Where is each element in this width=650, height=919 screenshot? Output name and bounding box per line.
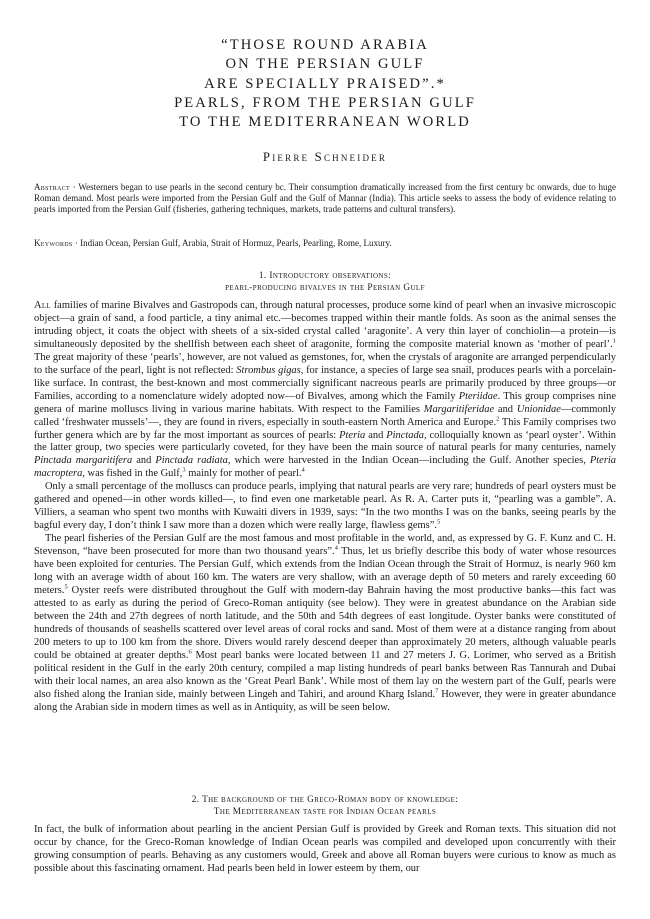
title-line-2: ON THE PERSIAN GULF xyxy=(225,56,425,73)
section-1-paragraph-1: All families of marine Bivalves and Gastropods can, through natural processes, produce some kind of pearl when an invasive microscopic object—a grain of sand, a food particle, a tiny animal etc.—becomes trapped within their mantle folds. As soon as the animal senses the intruding object, it coats the object with sheets of a six-sided crystal called ‘aragonite’. A very thin layer of conchiolin—a protein—is simultaneously deposited by the shellfish between each sheet of aragonite, forming the composite material known as ‘mother of pearl’.$^1$ The great majority of these ‘pearls’, however, are not valued as gemstones, for, when the crystals of aragonite are arranged perpendicularly to the surface of the pearl, light is not reflected: Strombus gigas, for instance, a species of large sea snail, produces pearls with a porcelain-like surface. In contrast, the best-known and most commercially significant nacreous pearls are primarily produced by three groups—or Families, according to a nomenclature widely adopted now—of Bivalves, among which the Family Pteriidae. This group comprises nine genera of marine molluscs living in various marine habitats. With respect to the Families Margaritiferidae and Unionidae—commonly called ‘freshwater mussels’—, they are found in rivers, especially in south-eastern North America and Europe.$^2$ This Family comprises two further genera which are by far the most important as sources of pearls: Pteria and Pinctada, colloquially known as ‘pearl oyster’. Within the latter group, two species were particularly coveted, for they have been the main source of natural pearls for many centuries, namely Pinctada margaritifera and Pinctada radiata, which were harvested in the Indian Ocean—including the Gulf. Another species, Pteria macroptera, was fished in the Gulf,$^3$ mainly for mother of pearl.$^4$ xyxy=(34,300,616,480)
footnote-ref: 6 xyxy=(188,648,192,656)
section-2-heading-line-1: 2. The background of the Greco-Roman body of knowledge: xyxy=(191,795,459,805)
footnote-ref: 1 xyxy=(612,337,616,345)
section-1-body xyxy=(34,300,616,715)
section-1-heading-line-1: 1. Introductory observations: xyxy=(258,271,392,281)
keywords xyxy=(34,238,616,249)
footnote-ref: 2 xyxy=(496,415,500,423)
section-1-paragraph-2: Only a small percentage of the molluscs can produce pearls, implying that natural pearls are very rare; hundreds of pearl oysters must be gathered and opened—in other words killed—, to find even one marketable pearl. As R. A. Carter puts it, “pearling was a gamble”. A. Villiers, a seaman who spent two months with Kuwaiti divers in 1939, says: “In the two months I was on the banks, seeing pearls by the bagful every day, I don’t think I saw more than a dozen which were really large, flawless gems”.$^5$ xyxy=(34,481,616,532)
title-line-1: “THOSE ROUND ARABIA xyxy=(221,37,429,53)
section-1-heading-line-2: pearl-producing bivalves in the Persian Gulf xyxy=(225,283,425,293)
abstract xyxy=(34,182,616,215)
footnote-ref: 7 xyxy=(435,687,439,695)
keywords-text: · Indian Ocean, Persian Gulf, Arabia, Strait of Hormuz, Pearls, Pearling, Rome, Luxury. xyxy=(72,238,392,248)
author-name: Pierre Schneider xyxy=(262,150,388,164)
footnote-ref: 5 xyxy=(64,583,68,591)
footnote-ref: 4 xyxy=(301,466,305,474)
title-line-4: PEARLS, FROM THE PERSIAN GULF xyxy=(174,94,476,111)
section-2-paragraph-1: In fact, the bulk of information about pearling in the ancient Persian Gulf is provided by Greek and Roman texts. This situation did not occur by chance, for the Greco-Roman knowledge of Indian Ocean pearls was compiled and developed upon concurrently with their growing consumption of pearls. Behaving as any customers would, Greek and above all Roman buyers were curious to know as much as possible about this fascinating ornament. Had pearls been held in lower esteem by them, our xyxy=(34,824,616,874)
footnote-ref: 3 xyxy=(182,466,186,474)
abstract-text: · Westerners began to use pearls in the second century bc. Their consumption dramatically increased from the first century bc onwards, due to huge Roman demand. Most pearls were imported from the Persian Gulf and the Gulf of Mannar (India). This article seeks to assess the body of evidence relating to pearls imported from the Persian Gulf (fisheries, gathering techniques, markets, trade patterns and cultural transfers). xyxy=(34,182,616,215)
footnote-ref: 4 xyxy=(334,544,338,552)
footnote-ref: 5 xyxy=(436,518,441,526)
section-1-heading xyxy=(0,270,650,294)
section-2-body xyxy=(34,824,616,876)
title-line-5: TO THE MEDITERRANEAN WORLD xyxy=(179,114,471,131)
section-1-paragraph-3: The pearl fisheries of the Persian Gulf are the most famous and most profitable in the world, and, as expressed by G. F. Kunz and C. H. Stevenson, “have been prosecuted for more than two thousand years”.$^4$ Thus, let us briefly describe this body of water whose resources have been exploited for centuries. The Persian Gulf, which extends from the Indian Ocean through the Strait of Hormuz, is nearly 960 km long with an average width of about 160 km. The waters are very shallow, with an average depth of 50 meters and rarely exceeding 60 meters.$^5$ Oyster reefs were distributed throughout the Gulf with modern-day Bahrain having the most productive banks—this fact was attested to as early as during the period of Greco-Roman antiquity (see below). They were in greatest abundance on the Arabian side between the 24th and 27th degrees of north latitude, and the 50th and 54th degrees of east longitude. Oyster banks were constituted of hundreds of thousands of seashells scattered over level areas of coral rocks and sand. Most of them were at a distance ranging from about 200 meters to up to 100 km from the shore. Divers would rarely descend deeper than approximately 20 meters, although valuable pearls could be obtained at greater depths.$^6$ Most pearl banks were located between 11 and 27 meters J. G. Lorimer, who served as a British political resident in the Gulf in the early 20th century, compiled a map listing hundreds of pearl banks between Ras Tannurah and Dubai with their local names, an area also known as the ‘Great Pearl Bank’. While most of them lay on the western part of the Gulf, pearls were also fished along the Iranian side, mainly between Lingeh and Tahiri, and around Kharg Island.$^7$ However, they were in greater abundance along the Arabian side in modern times as well as in Antiquity, as will be seen below. xyxy=(34,533,617,713)
title-line-3: ARE SPECIALLY PRAISED”.* xyxy=(204,75,446,92)
keywords-label: Keywords xyxy=(34,238,73,248)
abstract-label: Abstract xyxy=(34,182,70,192)
section-2-heading xyxy=(0,794,650,818)
section-2-heading-line-2: The Mediterranean taste for Indian Ocean pearls xyxy=(213,807,437,817)
article-title xyxy=(0,36,650,132)
